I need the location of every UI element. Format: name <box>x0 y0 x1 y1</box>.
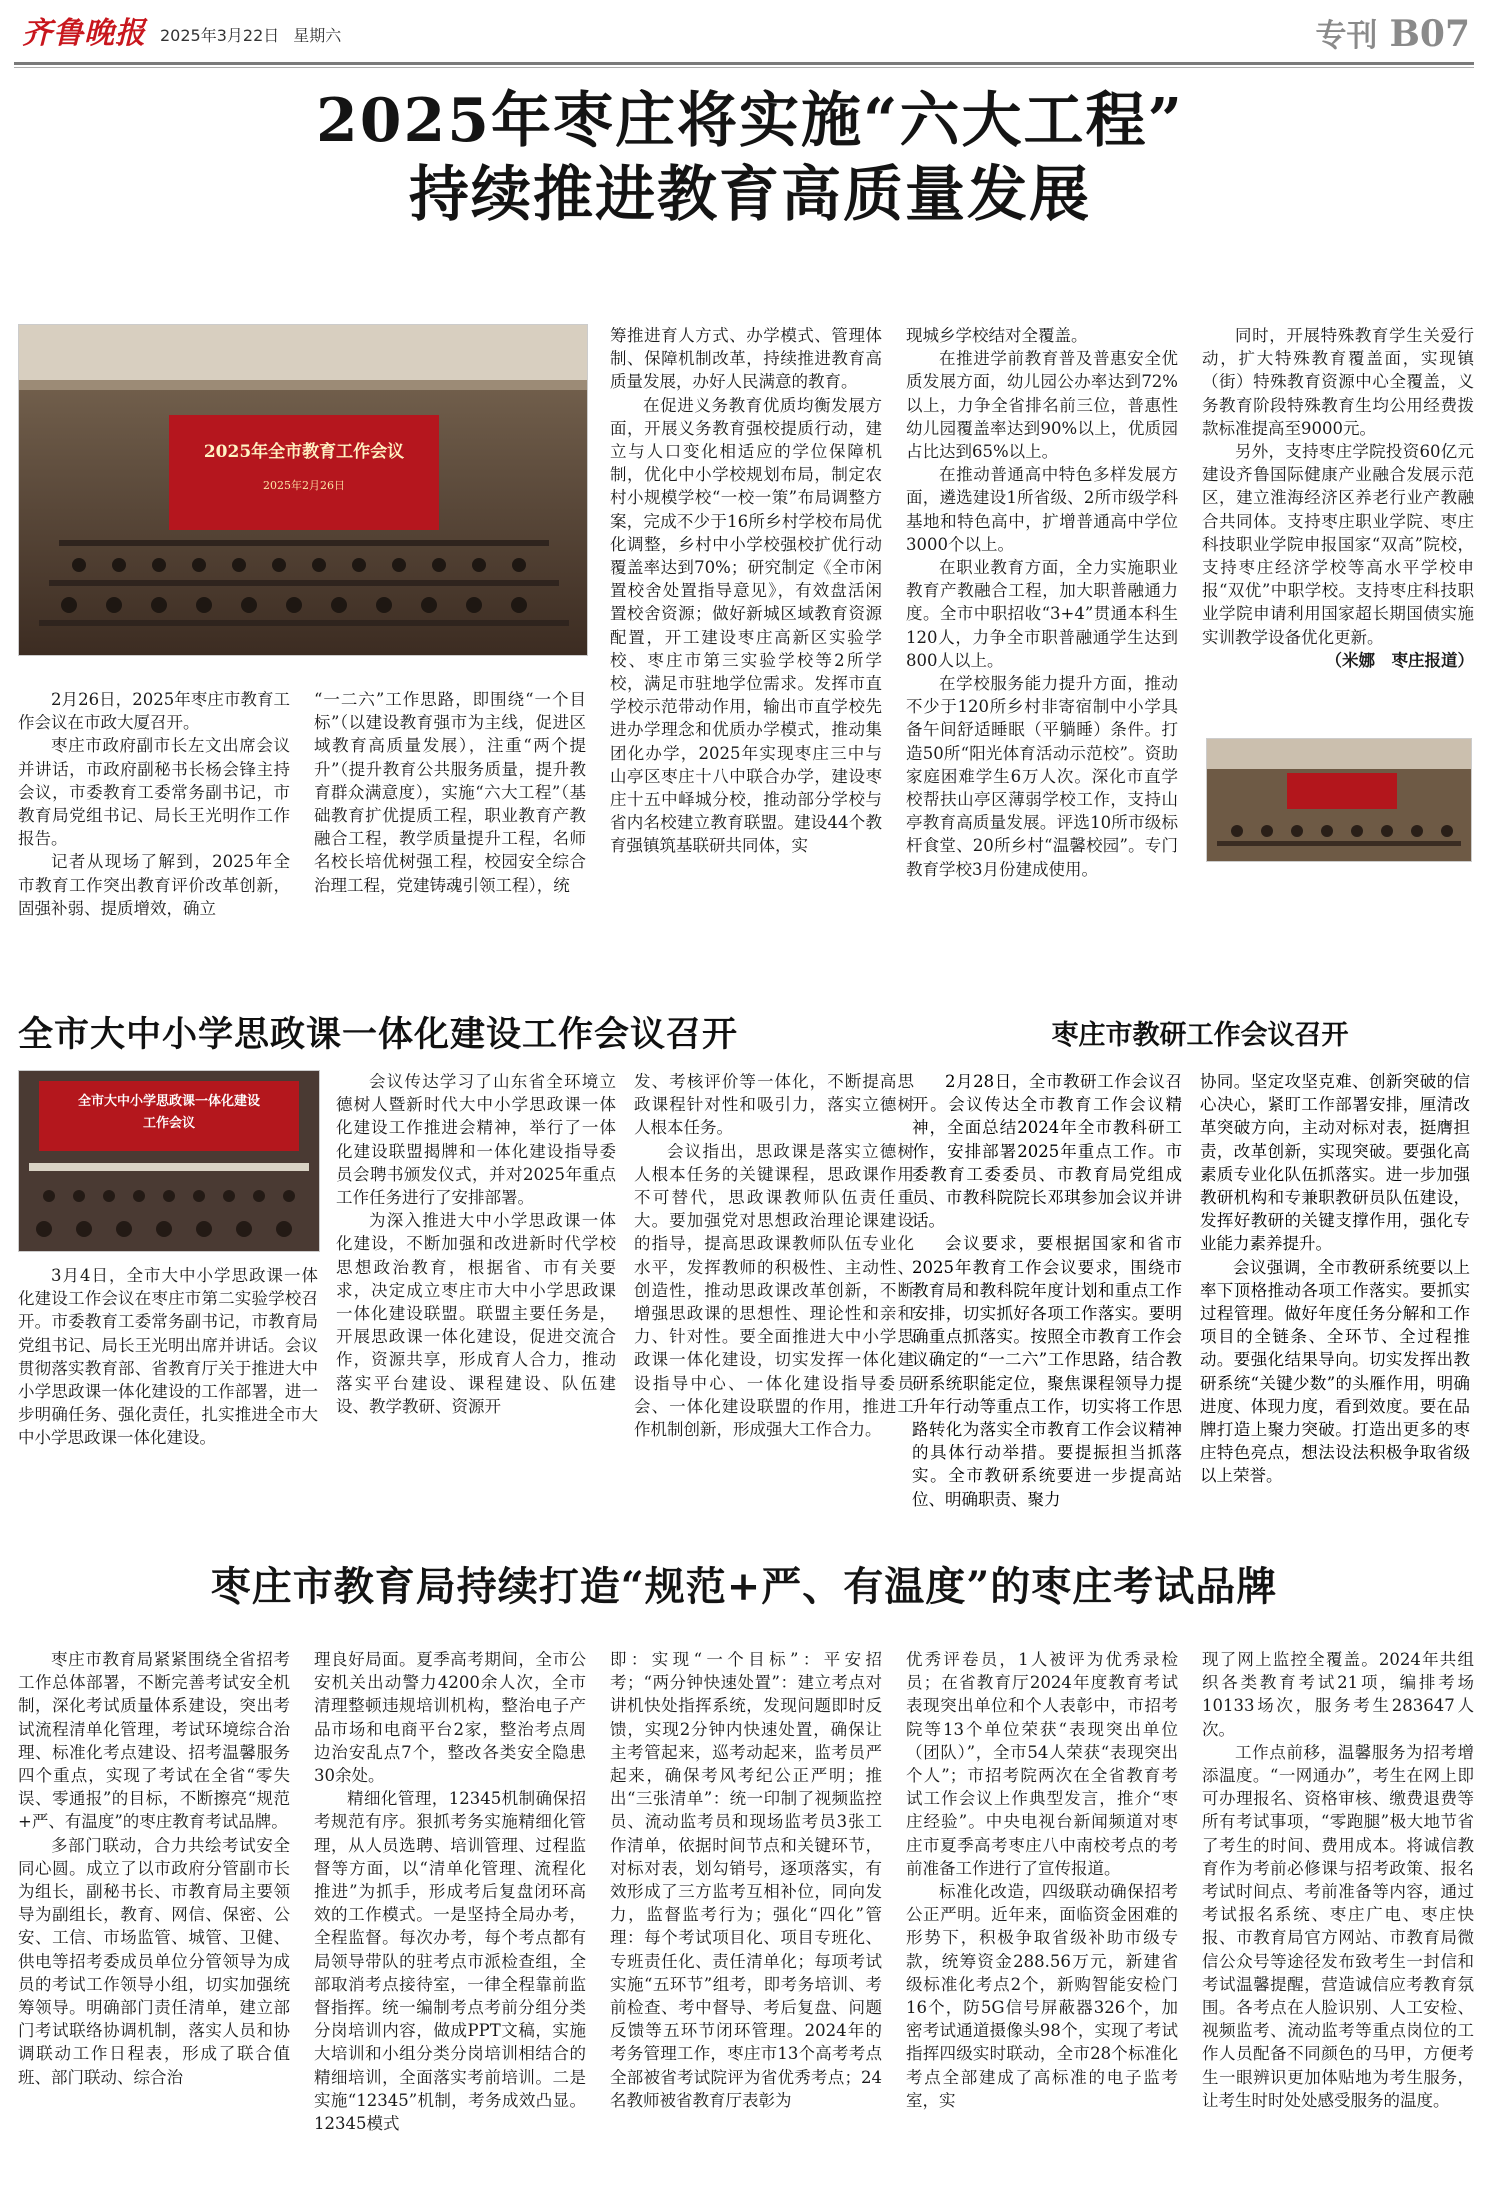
article4-col5: 现了网上监控全覆盖。2024年共组织各类教育考试21项，编排考场10133场次，服务考生283647人次。 工作点前移，温馨服务为招考增添温度。“一网通办”，考生在网上即可办理报名、资格审核、缴费退费等所有考试事项，“零跑腿”极大地节省了考生的时间、费用成本。将诚信教育作为考前必修课与招考政策、报名考试时间点、考前准备等内容，通过考试报名系统、枣庄广电、枣庄快报、市教育局官方网站、市教育局微信公众号等途径发布致考生一封信和考试温馨提醒，营造诚信应考教育氛围。各考点在人脸识别、人工安检、视频监考、流动监考等重点岗位的工作人员配备不同颜色的马甲，方便考生一眼辨识更加体贴地为考生服务，让考生时时处处感受服务的温度。 <box>1202 1650 1474 2110</box>
article4-col4: 优秀评卷员，1人被评为优秀录检员；在省教育厅2024年度教育考试表现突出单位和个人表彰中，市招考院等13个单位荣获“表现突出单位（团队）”，全市54人荣获“表现突出个人”；市招考院两次在全省教育考试工作会议上作典型发言，推介“枣庄经验”。中央电视台新闻频道对枣庄市夏季高考枣庄八中南校考点的考前准备工作进行了宣传报道。 标准化改造，四级联动确保招考公正严明。近年来，面临资金困难的形势下，积极争取省级补助市级专款，统筹资金288.56万元，新建省级标准化考点2个，新购智能安检门16个，防5G信号屏蔽器326个，加密考试通道摄像头98个，实现了考试指挥四级实时联动，全市28个标准化考点全部建成了高标准的电子监考室，实 <box>906 1650 1178 2110</box>
article1-title-line2: 持续推进教育高质量发展 <box>409 160 1091 230</box>
article1-photo-date: 2025年2月26日 <box>263 479 345 492</box>
article2-col2: 会议传达学习了山东省全环境立德树人暨新时代大中小学思政课一体化建设工作推进会精神，举行了一体化建设联盟揭牌和一体化建设指导委员会聘书颁发仪式，并对2025年重点工作任务进行了安排部署。 为深入推进大中小学思政课一体化建设，不断加强和改进新时代学校思想政治教育，根据省、市有关要求，决定成立枣庄市大中小学思政课一体化建设联盟。联盟主要任务是，开展思政课一体化建设，促进交流合作，资源共享，形成育人合力，推动落实平台建设、课程建设、队伍建设、教学教研、资源开 <box>336 1072 616 1416</box>
article1-col5: 同时，开展特殊教育学生关爱行动，扩大特殊教育覆盖面，实现镇（街）特殊教育资源中心全覆盖，义务教育阶段特殊教育生均公用经费拨款标准提高至9000元。 另外，支持枣庄学院投资60亿元建设齐鲁国际健康产业融合发展示范区，建立淮海经济区养老行业产教融合共同体。支持枣庄职业学院、枣庄科技职业学院申报国家“双高”院校，支持枣庄经济学校等高水平学校申报“双优”中职学校。支持枣庄科技职业学院申请利用国家超长期国债实施实训教学设备优化更新。 （米娜 枣庄报道） <box>1202 324 1474 724</box>
newspaper-masthead: 齐鲁晚报 <box>22 16 146 51</box>
page-number: B07 <box>1389 13 1470 55</box>
article4-col3: 即：实现“一个目标”：平安招考；“两分钟快速处置”：建立考点对讲机快处指挥系统，发现问题即时反馈，实现2分钟内快速处置，确保让主考管起来，巡考动起来，监考员严起来，确保考风考纪公正严明；推出“三张清单”：统一印制了视频监控员、流动监考员和现场监考员3张工作清单，依据时间节点和关键环节，对标对表，划勾销号，逐项落实，有效形成了三方监考互相补位，同向发力，监督监考行为；强化“四化”管理：每个考试项目化、项目专班化、专班责任化、责任清单化；每项考试实施“五环节”组考，即考务培训、考前检查、考中督导、考后复盘、问题反馈等五环节闭环管理。2024年的考务管理工作，枣庄市13个高考考点全部被省考试院评为省优秀考点；24名教师被省教育厅表彰为 <box>610 1650 882 2110</box>
issue-date: 2025年3月22日 <box>160 26 280 45</box>
article1-col3: 筹推进育人方式、办学模式、管理体制、保障机制改革，持续推进教育高质量发展，办好人民满意的教育。 在促进义务教育优质均衡发展方面，开展义务教育强校提质行动，建立与人口变化相适应的学位保障机制，优化中小学校规划布局，制定农村小规模学校“一校一策”布局调整方案，完成不少于16所乡村学校布局优化调整，乡村中小学校强校扩优行动覆盖率达到70%；研究制定《全市闲置校舍处置指导意见》，有效盘活闲置校舍资源；做好新城区域教育资源配置，开工建设枣庄高新区实验学校、枣庄市第三实验学校等2所学校，满足市驻地学位需求。发挥市直学校示范带动作用，输出市直学校先进办学理念和优质办学模式，推动集团化办学，2025年实现枣庄三中与山亭区枣庄十八中联合办学，建设枣庄十五中峄城分校，推动部分学校与省内名校建立教育联盟。建设44个教育强镇筑基联研共同体，实 <box>610 326 882 856</box>
article1-col1: 2月26日，2025年枣庄市教育工作会议在市政大厦召开。 枣庄市政府副市长左文出席会议并讲话，市政府副秘书长杨会锋主持会议，市委教育工委常务副书记，市教育局党组书记、局长王光明作工作报告。 记者从现场了解到，2025年全市教育工作突出教育评价改革创新，固强补弱、提质增效，确立 <box>18 690 290 918</box>
article2-headline: 全市大中小学思政课一体化建设工作会议召开 <box>18 1014 739 1055</box>
article1-photo <box>18 324 588 656</box>
meeting-photo-small <box>1207 739 1471 861</box>
article1-col2: “一二六”工作思路，即围绕“一个目标”（以建设教育强市为主线，促进区域教育高质量发展），注重“两个提升”（提升教育公共服务质量，提升教育群众满意度），实施“六大工程”（基础教育扩优提质工程，职业教育产教融合工程，教学质量提升工程，名师名校长培优树强工程，校园安全综合治理工程，党建铸魂引领工程），统 <box>314 690 586 895</box>
section-name: 专刊 <box>1315 18 1378 54</box>
article1-title-line1: 2025年枣庄将实施“六大工程” <box>315 86 1184 156</box>
page-header-left <box>22 8 341 52</box>
article1-photo-small <box>1206 738 1472 862</box>
article1-photo-banner: 2025年全市教育工作会议 <box>203 442 405 462</box>
article4-col1: 枣庄市教育局紧紧围绕全省招考工作总体部署，不断完善考试安全机制，深化考试质量体系建设，突出考试流程清单化管理，考试环境综合治理、标准化考点建设、招考温馨服务四个重点，实现了考试在全省“零失误、零通报”的目标，不断擦亮“规范+严、有温度”的枣庄教育考试品牌。 多部门联动，合力共绘考试安全同心圆。成立了以市政府分管副市长为组长，副秘书长、市教育局主要领导为副组长，教育、网信、保密、公安、工信、市场监管、城管、卫健、供电等招考委成员单位分管领导为成员的考试工作领导小组，切实加强统筹领导。明确部门责任清单，建立部门考试联络协调机制，落实人员和协调联动工作日程表，形成了联合值班、部门联动、综合治 <box>18 1650 290 2087</box>
article3-col1: 2月28日，全市教研工作会议召开。会议传达全市教育工作会议精神，全面总结2024年全市教科研工作，安排部署2025年重点工作。市委教育工委委员、市教育局党组成员、市教科院院长邓琪参加会议并讲话。 会议要求，要根据国家和省市2025年教育工作会议要求，围绕市教育局和教科院年度计划和重点工作安排，切实抓好各项工作落实。要明确重点抓落实。按照全市教育工作会议确定的“一二六”工作思路，结合教研系统职能定位，聚焦课程领导力提升年行动等重点工作，切实将工作思路转化为落实全市教育工作会议精神的具体行动举措。要提振担当抓落实。全市教研系统要进一步提高站位、明确职责、聚力 <box>912 1072 1182 1509</box>
article2-photo <box>18 1070 320 1252</box>
article4-headline: 枣庄市教育局持续打造“规范+严、有温度”的枣庄考试品牌 <box>210 1563 1278 1610</box>
article2-col3: 发、考核评价等一体化，不断提高思政课程针对性和吸引力，落实立德树人根本任务。 会议指出，思政课是落实立德树人根本任务的关键课程，思政课作用不可替代，思政课教师队伍责任重大。要加强党对思想政治理论课建设的指导，提高思政课教师队伍专业化水平，发挥教师的积极性、主动性、创造性，推动思政课改革创新，不断增强思政课的思想性、理论性和亲和力、针对性。要全面推进大中小学思政课一体化建设，切实发挥一体化建设指导中心、一体化建设指导委员会、一体化建设联盟的作用，推进工作机制创新，形成强大工作合力。 <box>634 1072 914 1440</box>
article2-photo-banner: 全市大中小学思政课一体化建设 工作会议 <box>77 1094 260 1131</box>
header-rule <box>14 62 1474 65</box>
page-header-right <box>1315 10 1470 55</box>
article3-headline: 枣庄市教研工作会议召开 <box>1051 1020 1349 1051</box>
article1-headline <box>150 84 1350 232</box>
article1-byline: （米娜 枣庄报道） <box>1325 650 1474 670</box>
issue-weekday: 星期六 <box>293 26 342 45</box>
article3-col2: 协同。坚定攻坚克难、创新突破的信心决心，紧盯工作部署安排，厘清改革突破方向，主动对标对表，挺膺担责，改革创新，实现突破。要强化高素质专业化队伍抓落实。进一步加强教研机构和专兼职教研员队伍建设，发挥好教研的关键支撑作用，强化专业能力素养提升。 会议强调，全市教研系统要以上率下顶格推动各项工作落实。要抓实过程管理。做好年度任务分解和工作项目的全链条、全环节、全过程推动。要强化结果导向。切实发挥出教研系统“关键少数”的头雁作用，明确进度、体现力度，看到效度。要在品牌打造上聚力突破。打造出更多的枣庄特色亮点，想法设法积极争取省级以上荣誉。 <box>1200 1072 1470 1486</box>
article4-col2: 理良好局面。夏季高考期间，全市公安机关出动警力4200余人次，全市清理整顿违规培训机构，整治电子产品市场和电商平台2家，整治考点周边治安乱点7个，整改各类安全隐患30余处。 精细化管理，12345机制确保招考规范有序。狠抓考务实施精细化管理，从人员选聘、培训管理、过程监督等方面，以“清单化管理、流程化推进”为抓手，形成考后复盘闭环高效的工作模式。一是坚持全局办考，全程监督。每次办考，每个考点都有局领导带队的驻考点市派检查组，全部取消考点接待室，一律全程靠前监督指挥。统一编制考点考前分组分类分岗培训内容，做成PPT文稿，实施大培训和小组分类分岗培训相结合的精细培训，全面落实考前培训。二是实施“12345”机制，考务成效凸显。12345模式 <box>314 1650 586 2134</box>
article1-col4: 现城乡学校结对全覆盖。 在推进学前教育普及普惠安全优质发展方面，幼儿园公办率达到72%以上，力争全省排名前三位，普惠性幼儿园覆盖率达到90%以上，优质园占比达到65%以上。 在推动普通高中特色多样发展方面，遴选建设1所省级、2所市级学科基地和特色高中，扩增普通高中学位3000个以上。 在职业教育方面，全力实施职业教育产教融合工程，加大职普融通力度。全市中职招收“3+4”贯通本科生120人，力争全市职普融通学生达到800人以上。 在学校服务能力提升方面，推动不少于120所乡村非寄宿制中小学具备午间舒适睡眠（平躺睡）条件。打造50所“阳光体育活动示范校”。资助家庭困难学生6万人次。深化市直学校帮扶山亭区薄弱学校工作，支持山亭教育高质量发展。评选10所市级标杆食堂、20所乡村“温馨校园”。专门教育学校3月份建成使用。 <box>906 326 1178 879</box>
header-rule-thin <box>14 67 1474 68</box>
article2-col1: 3月4日，全市大中小学思政课一体化建设工作会议在枣庄市第二实验学校召开。市委教育工委常务副书记，市教育局党组书记、局长王光明出席并讲话。会议贯彻落实教育部、省教育厅关于推进大中小学思政课一体化建设的工作部署，进一步明确任务、强化责任，扎实推进全市大中小学思政课一体化建设。 <box>18 1266 318 1448</box>
